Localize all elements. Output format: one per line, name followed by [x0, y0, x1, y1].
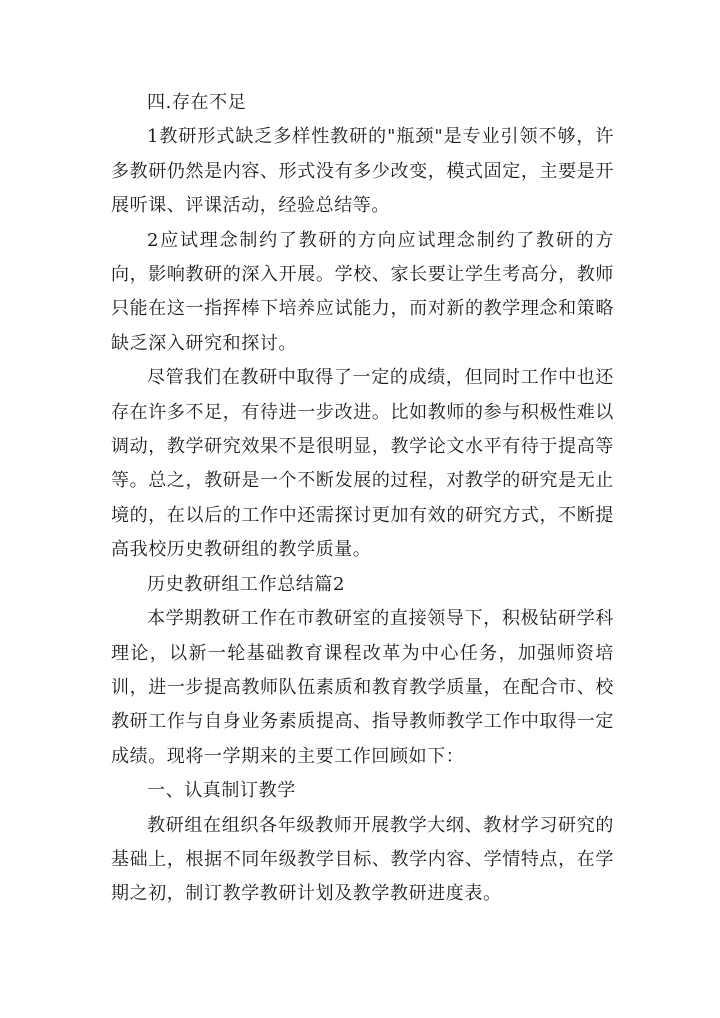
section-heading-planning: 一、认真制订教学	[147, 780, 296, 802]
paragraph-planning: 教研组在组织各年级教师开展教学大纲、教材学习研究的基础上，根据不同年级教学目标、教学内容、学情特点，在学期之初，制订教学教研计划及教学教研进度表。	[111, 814, 614, 905]
document-body	[111, 86, 614, 912]
paragraph-intro: 本学期教研工作在市教研室的直接领导下，积极钻研学科理论，以新一轮基础教育课程改革为中心任务，加强师资培训，进一步提高教师队伍素质和教育教学质量，在配合市、校教研工作与自身业务素质提高、指导教师教学工作中取得一定成绩。现将一学期来的主要工作回顾如下：	[111, 608, 614, 767]
paragraph-shortcoming-1: 1教研形式缺乏多样性教研的"瓶颈"是专业引领不够，许多教研仍然是内容、形式没有多少改变，模式固定，主要是开展听课、评课活动，经验总结等。	[111, 126, 614, 217]
paragraph-shortcoming-2: 2应试理念制约了教研的方向应试理念制约了教研的方向，影响教研的深入开展。学校、家长要让学生考高分，教师只能在这一指挥棒下培养应试能力，而对新的教学理念和策略缺乏深入研究和探讨。	[111, 229, 614, 354]
article-title-part-2: 历史教研组工作总结篇2	[147, 573, 346, 595]
section-heading-shortcomings: 四.存在不足	[147, 92, 247, 113]
paragraph-summary: 尽管我们在教研中取得了一定的成绩，但同时工作中也还存在许多不足，有待进一步改进。比如教师的参与积极性难以调动，教学研究效果不是很明显，教学论文水平有待于提高等等。总之，教研是一个不断发展的过程，对教学的研究是无止境的，在以后的工作中还需探讨更加有效的研究方式，不断提高我校历史教研组的教学质量。	[111, 367, 614, 561]
